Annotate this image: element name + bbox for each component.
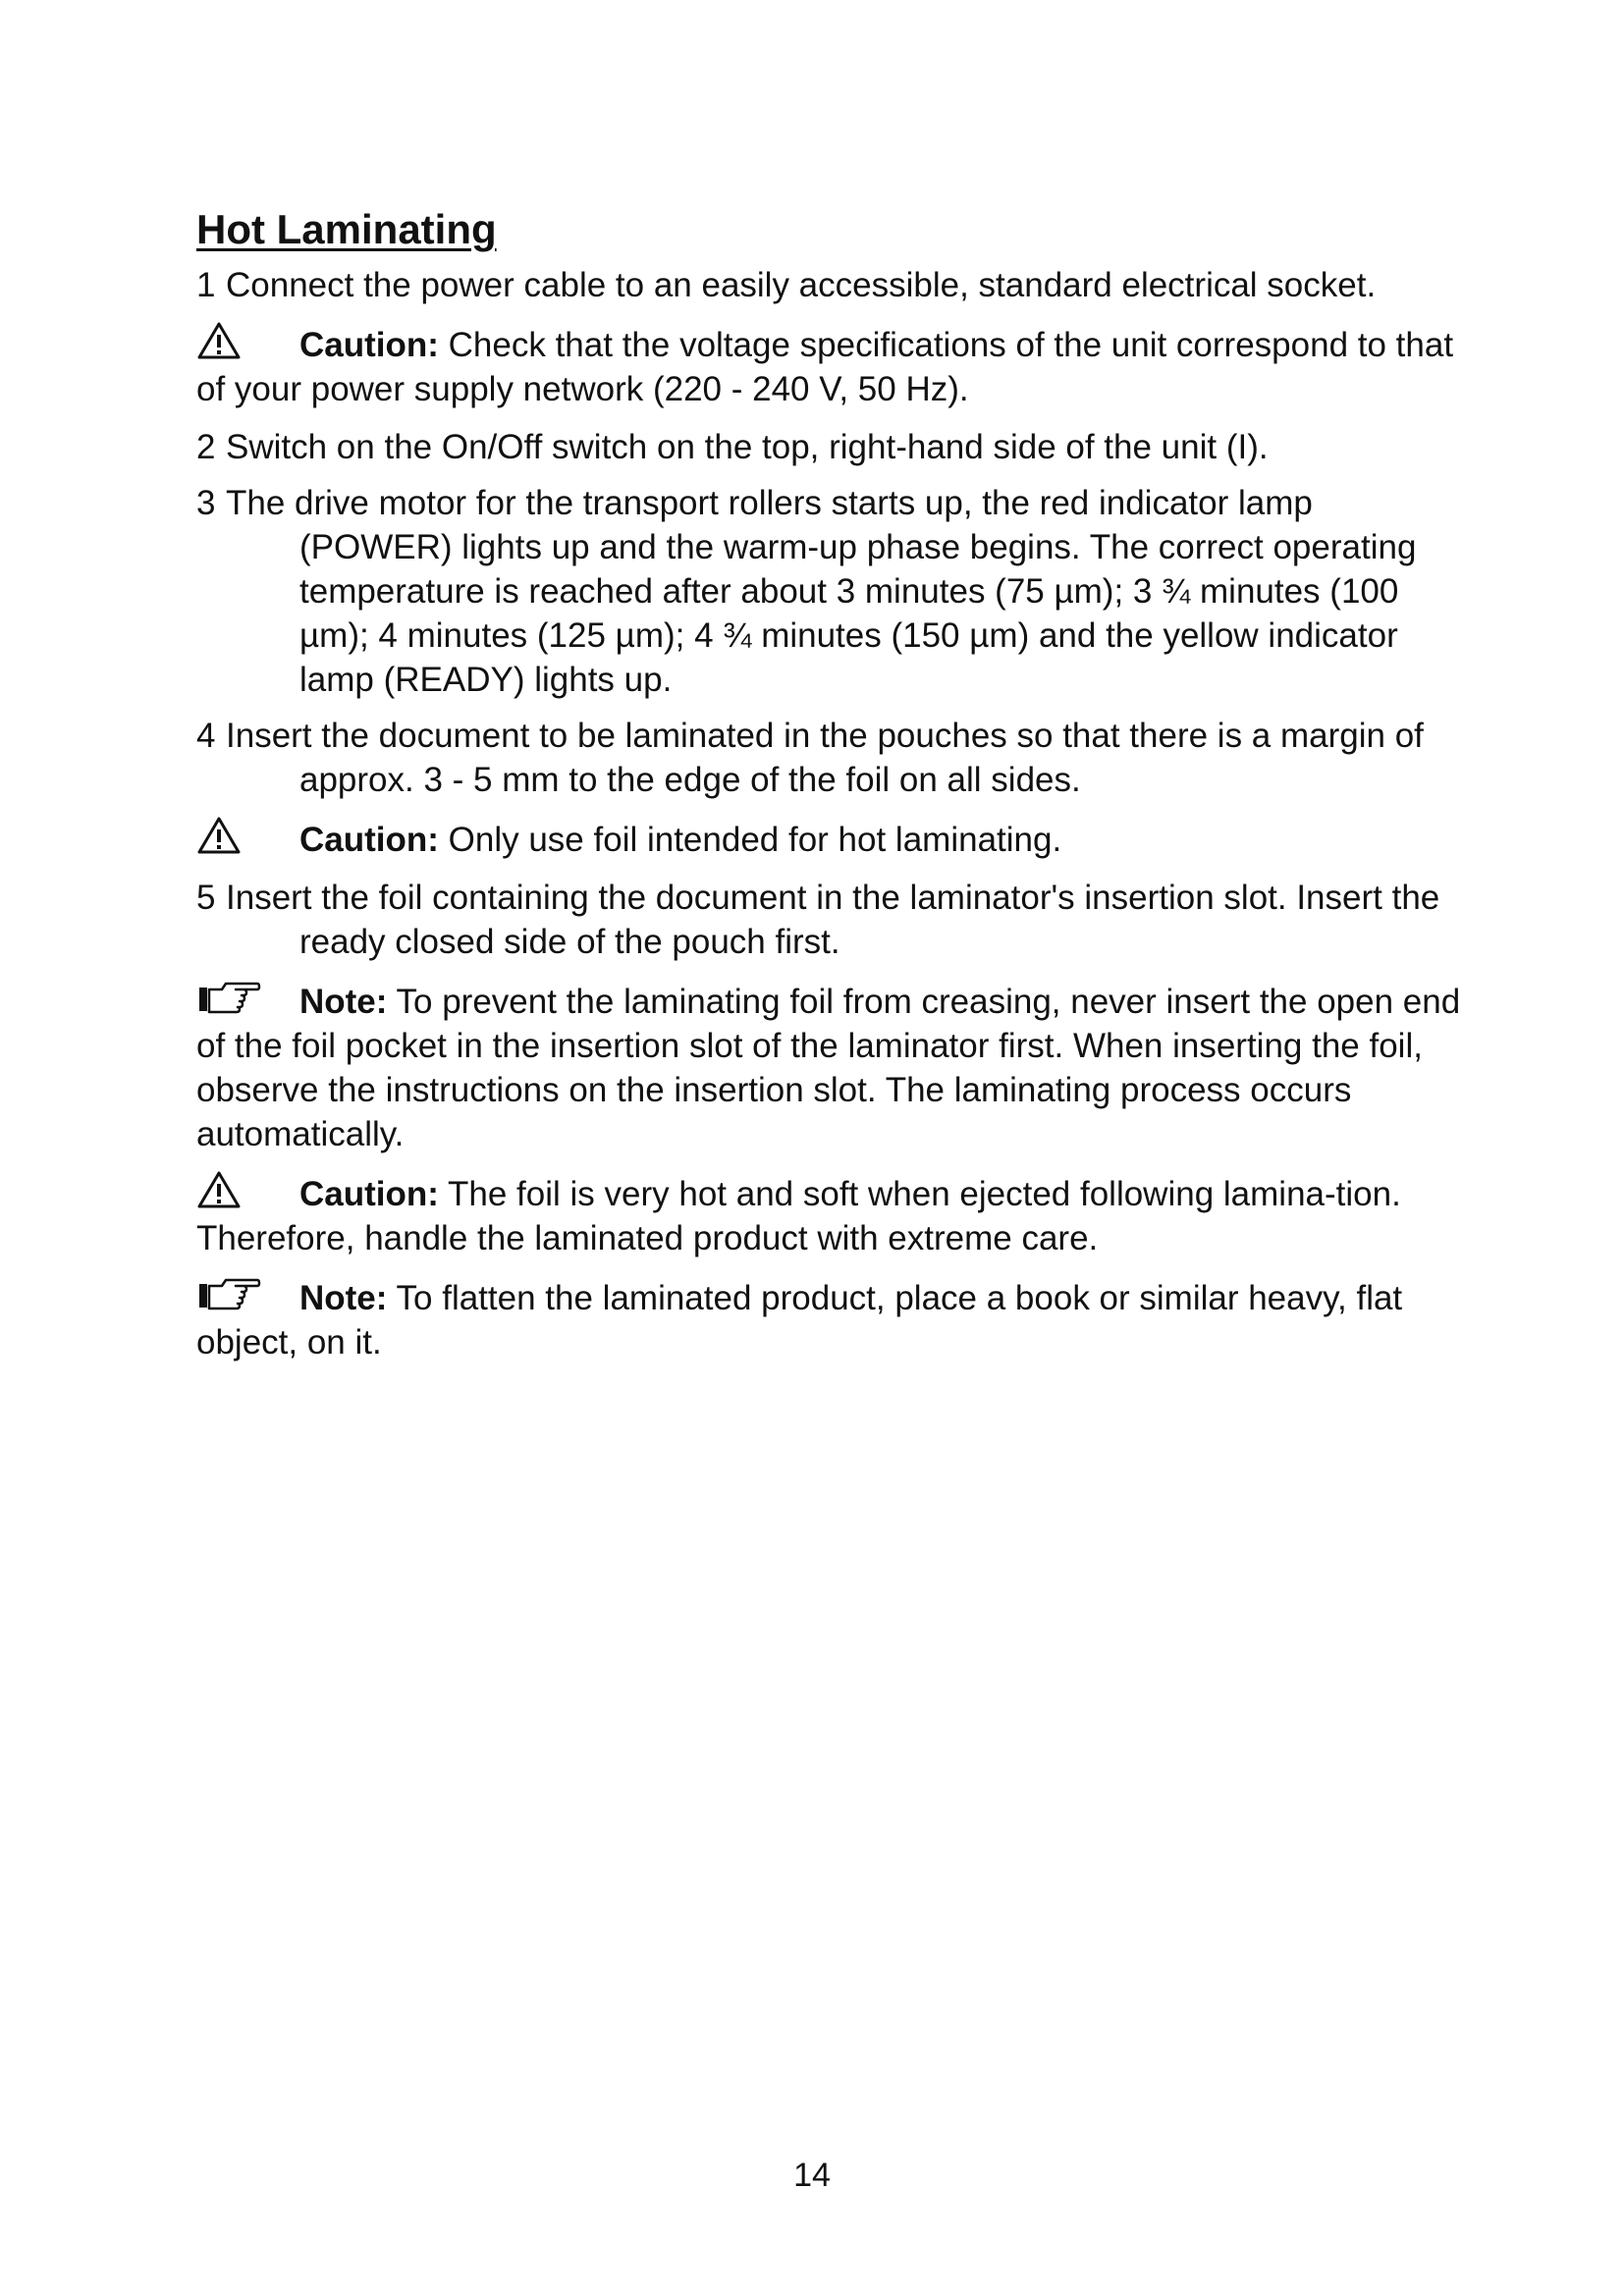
warning-triangle-icon bbox=[196, 816, 242, 855]
pointing-hand-icon bbox=[196, 978, 261, 1017]
caution-label: Caution: bbox=[299, 326, 439, 364]
note-text: To prevent the laminating foil from creasing, never insert the open end of the foil pocket in the insertion slot of the laminator first. When inserting the foil, observe the instructions on the insertion slot. The laminating process occurs automatically. bbox=[196, 983, 1461, 1153]
step-text: Switch on the On/Off switch on the top, right-hand side of the unit (I). bbox=[226, 428, 1269, 466]
note-text: To flatten the laminated product, place a book or similar heavy, flat object, on it. bbox=[196, 1279, 1403, 1362]
caution-text: Check that the voltage specifications of the unit correspond to that of your power supply network (220 - 240 V, 50 Hz). bbox=[196, 326, 1454, 408]
step-number: 1 bbox=[196, 266, 216, 304]
caution-label: Caution: bbox=[299, 1175, 439, 1213]
step-number: 2 bbox=[196, 428, 216, 466]
caution-notice bbox=[196, 816, 1463, 862]
note-notice bbox=[196, 978, 1463, 1156]
page-number: 14 bbox=[793, 2157, 831, 2194]
caution-notice bbox=[196, 1170, 1463, 1260]
pointing-hand-icon bbox=[196, 1274, 261, 1313]
step-number: 3 bbox=[196, 484, 216, 522]
step-5 bbox=[196, 876, 1463, 964]
warning-triangle-icon bbox=[196, 321, 242, 360]
step-text: The drive motor for the transport rollers starts up, the red indicator lamp (POWER) lights up and the warm-up phase begins. The correct operating temperature is reached after about 3 minutes (75 µm); 3 ¾ minutes (100 µm); 4 minutes (125 µm); 4 ¾ minutes (150 µm) and the yellow indicator lamp (READY) lights up. bbox=[226, 484, 1417, 699]
caution-text: Only use foil intended for hot laminating. bbox=[448, 821, 1062, 859]
note-label: Note: bbox=[299, 1279, 388, 1317]
note-notice bbox=[196, 1274, 1463, 1364]
caution-text: The foil is very hot and soft when ejected following lamina-tion. Therefore, handle the laminated product with extreme care. bbox=[196, 1175, 1401, 1257]
step-number: 4 bbox=[196, 717, 216, 755]
caution-label: Caution: bbox=[299, 821, 439, 859]
step-text: Insert the foil containing the document in the laminator's insertion slot. Insert the ready closed side of the pouch first. bbox=[226, 879, 1440, 961]
page-title: Hot Laminating bbox=[196, 206, 497, 252]
step-1 bbox=[196, 263, 1463, 307]
step-text: Insert the document to be laminated in the pouches so that there is a margin of approx. 3 - 5 mm to the edge of the foil on all sides. bbox=[226, 717, 1424, 799]
step-3 bbox=[196, 481, 1463, 702]
page-content bbox=[196, 204, 1463, 1378]
warning-triangle-icon bbox=[196, 1170, 242, 1209]
step-2 bbox=[196, 425, 1463, 469]
step-number: 5 bbox=[196, 879, 216, 917]
note-label: Note: bbox=[299, 983, 388, 1021]
caution-notice bbox=[196, 321, 1463, 411]
step-4 bbox=[196, 714, 1463, 802]
step-text: Connect the power cable to an easily accessible, standard electrical socket. bbox=[226, 266, 1377, 304]
